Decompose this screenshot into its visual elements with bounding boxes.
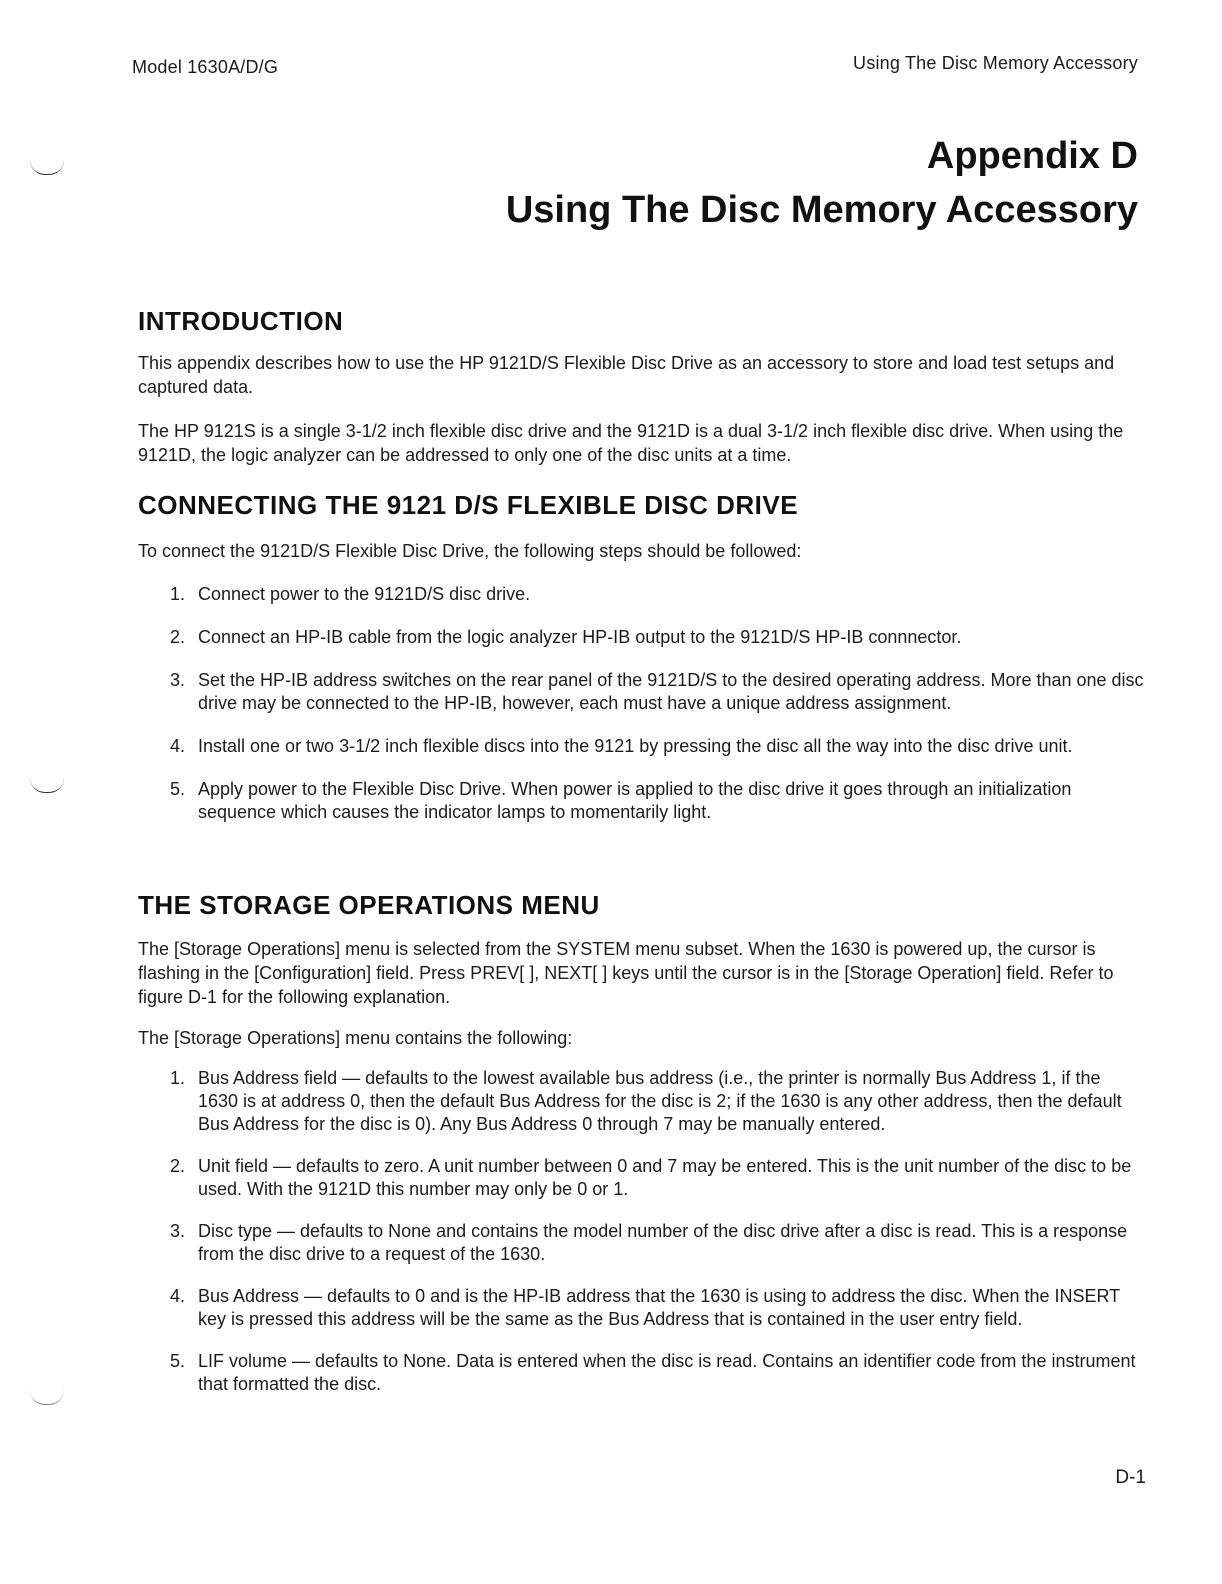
header-chapter: Using The Disc Memory Accessory	[853, 53, 1138, 73]
list-item: 3. Disc type — defaults to None and contains the model number of the disc drive after a disc is read. This is a response from the disc drive to a request of the 1630.	[170, 1221, 1128, 1264]
page-number: D-1	[1115, 1467, 1146, 1488]
storage-items-list	[170, 1067, 1145, 1396]
margin-mark	[30, 1390, 64, 1405]
section-heading-connecting: CONNECTING THE 9121 D/S FLEXIBLE DISC DRIVE	[138, 490, 799, 520]
margin-mark	[30, 778, 64, 793]
connecting-steps-list	[170, 583, 1145, 824]
appendix-subtitle: Using The Disc Memory Accessory	[505, 189, 1138, 231]
list-item: 2. Connect an HP-IB cable from the logic analyzer HP-IB output to the 9121D/S HP-IB connnector.	[170, 627, 962, 647]
storage-paragraph-2: The [Storage Operations] menu contains the following:	[138, 1028, 573, 1048]
margin-mark	[30, 160, 64, 175]
intro-paragraph-2: The HP 9121S is a single 3-1/2 inch flexible disc drive and the 9121D is a dual 3-1/2 inch flexible disc drive. When using the 9121D, the logic analyzer can be addressed to only one of the disc units at a time.	[138, 421, 1124, 465]
list-item: 1. Bus Address field — defaults to the lowest available bus address (i.e., the printer is normally Bus Address 1, if the 1630 is at address 0, then the default Bus Address for the disc is 2; if the 1630 is any other address, then the default Bus Address for the disc is 0). Any Bus Address 0 through 7 may be manually entered.	[170, 1068, 1122, 1134]
list-item: 2. Unit field — defaults to zero. A unit number between 0 and 7 may be entered. This is the unit number of the disc to be used. With the 9121D this number may only be 0 or 1.	[170, 1156, 1132, 1199]
storage-paragraph-1: The [Storage Operations] menu is selected from the SYSTEM menu subset. When the 1630 is powered up, the cursor is flashing in the [Configuration] field. Press PREV[ ], NEXT[ ] keys until the cursor is in the [Storage Operation] field. Refer to figure D-1 for the following explanation.	[138, 939, 1114, 1007]
connecting-paragraph: To connect the 9121D/S Flexible Disc Drive, the following steps should be followed:	[138, 541, 802, 561]
list-item: 4. Bus Address — defaults to 0 and is the HP-IB address that the 1630 is using to address the disc. When the INSERT key is pressed this address will be the same as the Bus Address that is contained in the user entry field.	[170, 1286, 1120, 1329]
list-item: 3. Set the HP-IB address switches on the rear panel of the 9121D/S to the desired operating address. More than one disc drive may be connected to the HP-IB, however, each must have a unique address assignment.	[170, 670, 1144, 713]
list-item: 1. Connect power to the 9121D/S disc drive.	[170, 584, 531, 604]
list-item: 5. LIF volume — defaults to None. Data is entered when the disc is read. Contains an identifier code from the instrument that formatted the disc.	[170, 1351, 1136, 1394]
appendix-title: Appendix D	[926, 135, 1138, 177]
section-heading-storage-operations: THE STORAGE OPERATIONS MENU	[138, 890, 600, 920]
list-item: 4. Install one or two 3-1/2 inch flexible discs into the 9121 by pressing the disc all the way into the disc drive unit.	[170, 736, 1073, 756]
section-heading-introduction: INTRODUCTION	[138, 306, 344, 336]
header-model: Model 1630A/D/G	[132, 57, 279, 77]
intro-paragraph-1: This appendix describes how to use the HP 9121D/S Flexible Disc Drive as an accessory to store and load test setups and captured data.	[138, 353, 1115, 397]
list-item: 5. Apply power to the Flexible Disc Drive. When power is applied to the disc drive it goes through an initialization sequence which causes the indicator lamps to momentarily light.	[170, 779, 1072, 822]
